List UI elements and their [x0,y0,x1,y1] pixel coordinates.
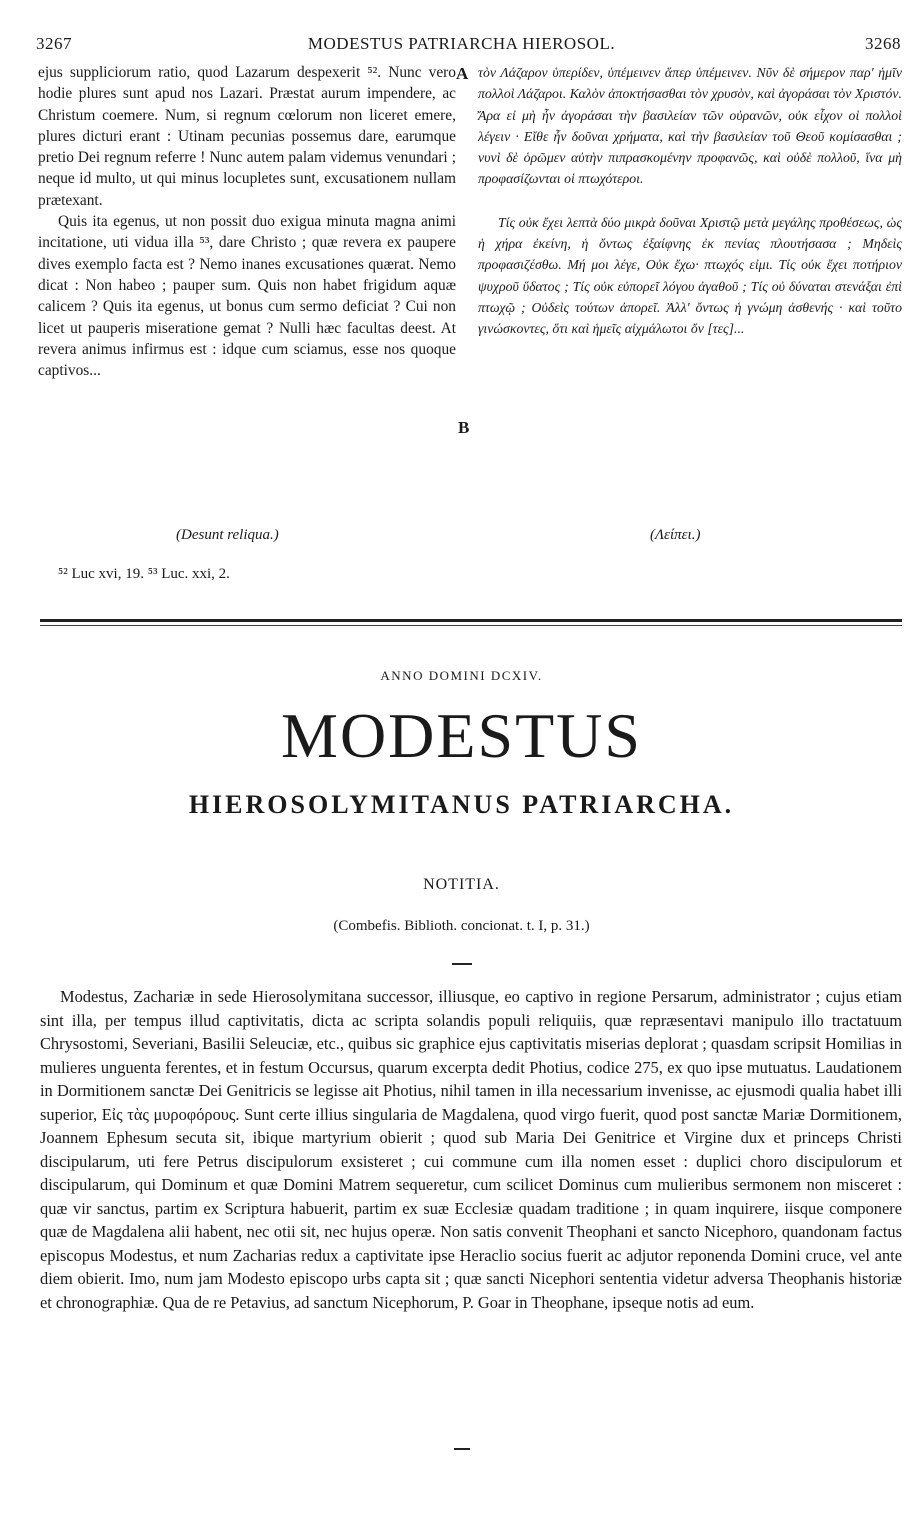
desunt-note: (Desunt reliqua.) [176,527,279,543]
author-name-title: MODESTUS [281,700,642,771]
running-title: MODESTUS PATRIARCHA HIEROSOL. [307,34,616,53]
page-number-right: 3268 [865,34,901,53]
page-number-left: 3267 [36,34,72,53]
greek-column [478,62,902,340]
latin-column [38,62,456,381]
margin-letter-a: A [456,64,469,83]
anno-domini: ANNO DOMINI DCXIV. [380,668,543,683]
author-subtitle: HIEROSOLYMITANUS PATRIARCHA. [188,790,735,819]
latin-paragraph-1: ejus suppliciorum ratio, quod Lazarum despexerit ⁵². Nunc vero hodie plures sunt apud nos Lazari. Præstat aurum impendere, ac Christum coemere. Num, si regnum cœlorum non liceret emere, plures dicturi erant : Utinam pecunias possemus dare, earumque pretio Dei regnum referre ! Nunc autem palam videmus venundari ; neque id multo, ut qui minus locupletes sunt, excusationem nullam prætexant. [38,64,456,209]
short-rule-top [452,963,472,965]
greek-paragraph-1: τὸν Λάζαρον ὑπερίδεν, ὑπέμεινεν ἅπερ ὑπέμεινεν. Νῦν δὲ σήμερον παρ' ἡμῖν πολλοὶ Λάζαροι. Καλὸν ἀποκτήσασθαι τὸν χρυσὸν, καὶ ἀγοράσαι τὸν Χριστόν. Ἄρα εἰ μὴ ἦν ἀγοράσαι τὴν βασιλείαν τῶν οὐρανῶν, οὐκ εἶχον οἱ πολλοὶ λέγειν · Εἴθε ἦν δοῦναι χρήματα, καὶ τὴν βασιλείαν τοῦ Θεοῦ κομίσασθαι ; νυνὶ δὲ ὁρῶμεν αὐτὴν πιπρασκομένην προφανῶς, καὶ οὐδὲ πολλοῦ, ἵνα μὴ προφασίζωνται οἱ πτωχότεροι. [478,65,902,187]
leipei-note: (Λείπει.) [650,527,701,543]
latin-paragraph-2: Quis ita egenus, ut non possit duo exigua minuta magna animi incitatione, uti vidua illa ⁵³, dare Christo ; quæ revera ex paupere dives exemplo facta est ? Nemo inanes excusationes quærat. Nemo dicat : Non habeo ; pauper sum. Quis non habet frigidum aquæ calicem ? Quis ita egenus, ut bonus cum sermo deficiat ? Cui non licet ut pauperis miseratione gemat ? Nulli hæc facultas deest. At revera animus infirmus est : idque cum sciamus, esse nos quoque captivos... [38,213,456,380]
section-rule-thick [40,619,902,622]
notitia-body: Modestus, Zachariæ in sede Hierosolymitana successor, illiusque, eo captivo in regione Persarum, administrator ; cujus etiam sint illa, per tempus illud captivitatis, dicta ac scripta solandis populi reliquiis, quæ repræsentavi manipulo illo tractatuum Chrysostomi, Severiani, Basilii Seleuciæ, etc., quibus sic graphice ejus captivitatis miserias deplorat ; quasdam scripsit Homilias in mulieres unguenta ferentes, et in festum Occursus, quarum excerpta dedit Photius, codice 275, ex quo ipse mutuatus. Laudationem in Dormitionem sanctæ Dei Genitricis se legisse ait Photius, nihil tamen in illa necessarium invenisse, ac ejusmodi qualia habet illi superior, Εἰς τὰς μυροφόρους. Sunt certe illius singularia de Magdalena, quod virgo fuerit, quod post sanctæ Mariæ Dormitionem, Joannem Ephesum secuta sit, ibique martyrium obierit ; quod sub Maria Dei Genitrice et Virgine dux et princeps Christi discipularum, uti fere Petrus discipulorum exsisteret ; cui commune cum illa nomen esset : duplici choro discipulorum et discipularum, qui Dominum et quæ Domini Matrem sequeretur, cum scilicet Dominus cum mulieribus sermonem non misceret : quæ vir sanctus, partim ex Scriptura habuerit, partim ex suæ Ecclesiæ quadam traditione ; in quam inquirere, iisque componere quæ de Magdalena alii habent, nec otii sit, nec hujus operæ. Non satis convenit Theophani et sancto Nicephoro, quandonam factus episcopus Modestus, et num Zacharias redux a captivitate ipse Heraclio socius fuerit ac adjutor reponenda Domini cruce, vel ante diem obierit. Imo, num jam Modesto episcopo urbs capta sit ; quæ sancti Nicephori sententia videtur adversa Theophanis historiæ et chronographiæ. Qua de re Petavius, ad sanctum Nicephorum, P. Goar in Theophane, ipseque notis ad eum. [40,987,902,1312]
notitia-heading: NOTITIA. [423,876,500,893]
margin-letter-b: B [458,418,470,437]
footnotes: ⁵² Luc xvi, 19. ⁵³ Luc. xxi, 2. [58,566,230,582]
citation-line: (Combefis. Biblioth. concionat. t. I, p. 31.) [333,918,590,934]
section-rule-thin [40,625,902,626]
greek-paragraph-2: Τίς οὐκ ἔχει λεπτὰ δύο μικρὰ δοῦναι Χριστῷ μετὰ μεγάλης προθέσεως, ὡς ἡ χήρα ἐκείνη, ἡ ὄντως ἐξαίφνης ἐκ πενίας πλουτήσασα ; Μηδεὶς προφασιζέσθω. Μή μοι λέγε, Οὐκ ἔχω· πτωχός εἰμι. Τίς οὐκ ἔχει ποτήριον ψυχροῦ ὕδατος ; Τίς οὐκ εὐπορεῖ λόγου ἀγαθοῦ ; Τίς οὐ δύναται στενάξαι ἐπὶ πτωχῷ ; Οὐδεὶς τούτων ἀπορεῖ. Ἀλλ' ὄντως ἡ γνώμη ἀσθενής · καὶ τοῦτο γινώσκοντες, ὅτι καὶ ἡμεῖς αἰχμάλωτοι ὄν [τες]... [478,214,902,337]
short-rule-bottom [454,1448,470,1450]
